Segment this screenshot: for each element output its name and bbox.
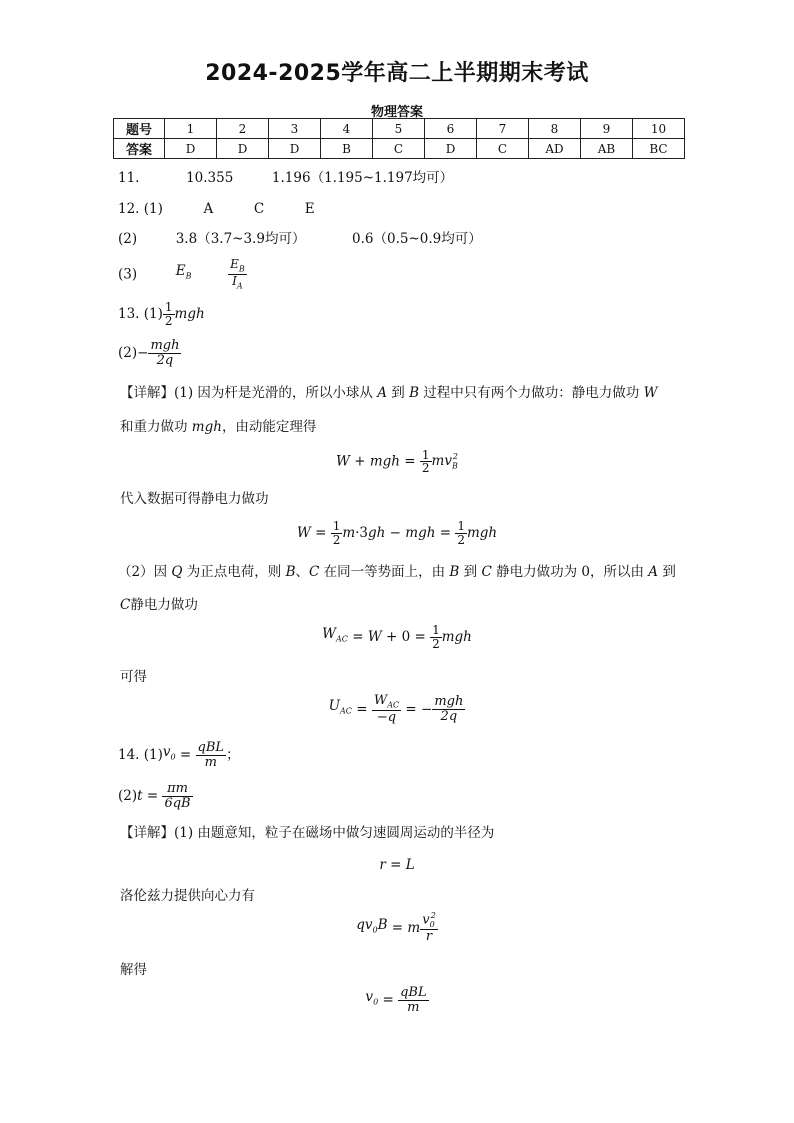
table-cell: B bbox=[321, 139, 373, 159]
table-header-cell: 题号 bbox=[114, 119, 165, 139]
q13-detail-line-4: C静电力做功 bbox=[120, 597, 198, 613]
q14-line-2: (2)t = $\frac{\pi m}{6qB}$ bbox=[118, 781, 191, 811]
table-cell: 2 bbox=[217, 119, 269, 139]
table-row-numbers bbox=[114, 119, 685, 139]
q14-equation-1: r = L bbox=[379, 857, 415, 873]
q13-detail-line-3: （2）因 Q 为正点电荷，则 B、C 在同一等势面上，由 B 到 C 静电力做功为 0，所以由 A 到 bbox=[118, 564, 676, 580]
q11-label: 11. bbox=[118, 170, 140, 186]
q14-lorentz-text: 洛伦兹力提供向心力有 bbox=[120, 888, 255, 904]
q13-detail-text-2b: ，由动能定理得 bbox=[221, 419, 317, 435]
q13-formula-1: $\frac{1}{2}$ bbox=[164, 300, 173, 328]
q14-label: 14. bbox=[118, 747, 140, 764]
q13-detail-text-2a: 和重力做功 bbox=[120, 419, 188, 435]
table-header-cell: 答案 bbox=[114, 139, 165, 159]
q11-answer-1: 10.355 bbox=[186, 170, 234, 186]
table-cell: D bbox=[165, 139, 217, 159]
q13-equation-4: $U_{AC}$ = $\frac{W_{AC}}{-q}$ = − $\frac{\text{mgh}}{2q}$ bbox=[328, 693, 464, 725]
q13-detail-text-3b: 为正点电荷，则 bbox=[186, 564, 282, 580]
q14-detail-line-1: 【详解】(1) 由题意知，粒子在磁场中做匀速圆周运动的半径为 bbox=[120, 825, 495, 841]
table-cell: 7 bbox=[477, 119, 529, 139]
table-cell: D bbox=[425, 139, 477, 159]
q11-answer-2: 1.196（1.195~1.197均可） bbox=[271, 170, 454, 186]
q13-detail-text-3f: 到 bbox=[662, 564, 676, 580]
q13-detail-line-1: 【详解】(1) 因为杆是光滑的，所以小球从 A 到 B 过程中只有两个力做功：静电力做功 W bbox=[120, 385, 658, 401]
q12-part1-label: (1) bbox=[143, 201, 163, 217]
q14-part2-label: (2) bbox=[118, 788, 138, 805]
q13-label: 13. bbox=[118, 306, 140, 323]
q13-detail-text-4: 静电力做功 bbox=[130, 597, 198, 613]
table-row-answers bbox=[114, 139, 685, 159]
q13-part2-label: (2) bbox=[118, 345, 138, 362]
table-cell: 1 bbox=[165, 119, 217, 139]
q12-answer-c: E bbox=[304, 201, 315, 217]
q12-formula-eb-over-ia: $\frac{E_B}{I_A}$ bbox=[230, 257, 245, 291]
q12-label: 12. bbox=[118, 201, 140, 217]
q12-part2-answer-b: 0.6（0.5~0.9均可） bbox=[352, 231, 482, 247]
table-cell: 9 bbox=[581, 119, 633, 139]
q12-line-1 bbox=[118, 200, 315, 218]
table-cell: D bbox=[269, 139, 321, 159]
q13-detail-text-1b: 到 bbox=[391, 385, 405, 401]
table-cell: AD bbox=[529, 139, 581, 159]
q13-equation-2: W = $\frac{1}{2}$ m·3gh − mgh = $\frac{1}{2}$ mgh bbox=[296, 519, 498, 547]
page-subtitle: 物理答案 bbox=[370, 105, 423, 120]
q11-line bbox=[118, 169, 453, 187]
table-cell: 10 bbox=[633, 119, 685, 139]
q13-line-1: 13. (1) $\frac{1}{2}$ mgh bbox=[118, 300, 205, 328]
q12-line-2 bbox=[118, 230, 482, 248]
q13-detail-text-1a: 【详解】(1) 因为杆是光滑的，所以小球从 bbox=[120, 385, 373, 401]
answer-table bbox=[113, 118, 685, 159]
q12-answer-b: C bbox=[253, 201, 265, 217]
table-cell: AB bbox=[581, 139, 633, 159]
q13-subst-text: 代入数据可得静电力做功 bbox=[120, 491, 269, 507]
q13-detail-text-3c: 在同一等势面上，由 bbox=[323, 564, 446, 580]
q13-detail-text-1c: 过程中只有两个力做功：静电力做功 bbox=[423, 385, 640, 401]
table-cell: C bbox=[373, 139, 425, 159]
q14-equation-3: $v_0$ = $\frac{\text{qBL}}{m}$ bbox=[365, 985, 427, 1015]
table-cell: C bbox=[477, 139, 529, 159]
table-cell: 3 bbox=[269, 119, 321, 139]
q13-kede-text: 可得 bbox=[120, 669, 147, 685]
q12-part3-label: (3) bbox=[118, 266, 138, 283]
q12-answer-a: A bbox=[203, 201, 214, 217]
q13-detail-text-3d: 到 bbox=[463, 564, 478, 580]
q13-detail-text-3a: （2）因 bbox=[118, 564, 168, 580]
q14-equation-2: $qv_0B = m$ $\frac{v_0^2}{r}$ bbox=[356, 911, 436, 945]
table-cell: D bbox=[217, 139, 269, 159]
table-cell: 6 bbox=[425, 119, 477, 139]
q13-detail-text-3e: 静电力做功为 0，所以由 bbox=[496, 564, 644, 580]
page-title: 2024-2025学年高二上半期期末考试 bbox=[205, 61, 589, 86]
table-cell: BC bbox=[633, 139, 685, 159]
q13-equation-3: $W_{AC} = W + 0$ = $\frac{1}{2}$ mgh bbox=[322, 623, 472, 651]
q12-formula-eb: $E_B$ bbox=[175, 263, 192, 282]
q12-line-3 bbox=[118, 258, 247, 294]
q14-jiede-text: 解得 bbox=[120, 962, 147, 978]
q14-formula-1: $\frac{\text{qBL}}{m}$ bbox=[197, 740, 225, 770]
q13-detail-line-2: 和重力做功 mgh，由动能定理得 bbox=[120, 419, 317, 435]
q14-part1-label: (1) bbox=[143, 747, 163, 764]
table-cell: 4 bbox=[321, 119, 373, 139]
q12-part2-answer-a: 3.8（3.7~3.9均可） bbox=[175, 231, 306, 247]
q12-part2-label: (2) bbox=[118, 231, 138, 247]
q13-part1-label: (1) bbox=[143, 306, 163, 323]
table-cell: 5 bbox=[373, 119, 425, 139]
q14-formula-2: $\frac{\pi m}{6qB}$ bbox=[164, 781, 191, 811]
q13-line-2: (2)− $\frac{\text{mgh}}{2q}$ bbox=[118, 338, 180, 368]
q13-formula-2: $\frac{\text{mgh}}{2q}$ bbox=[150, 338, 180, 368]
table-cell: 8 bbox=[529, 119, 581, 139]
q14-line-1: 14. $(1)v_0$ = $\frac{\text{qBL}}{m}$ ； bbox=[118, 740, 240, 770]
q13-equation-1: W + mgh = $\frac{1}{2}$ $mv_B^2$ bbox=[336, 447, 458, 476]
